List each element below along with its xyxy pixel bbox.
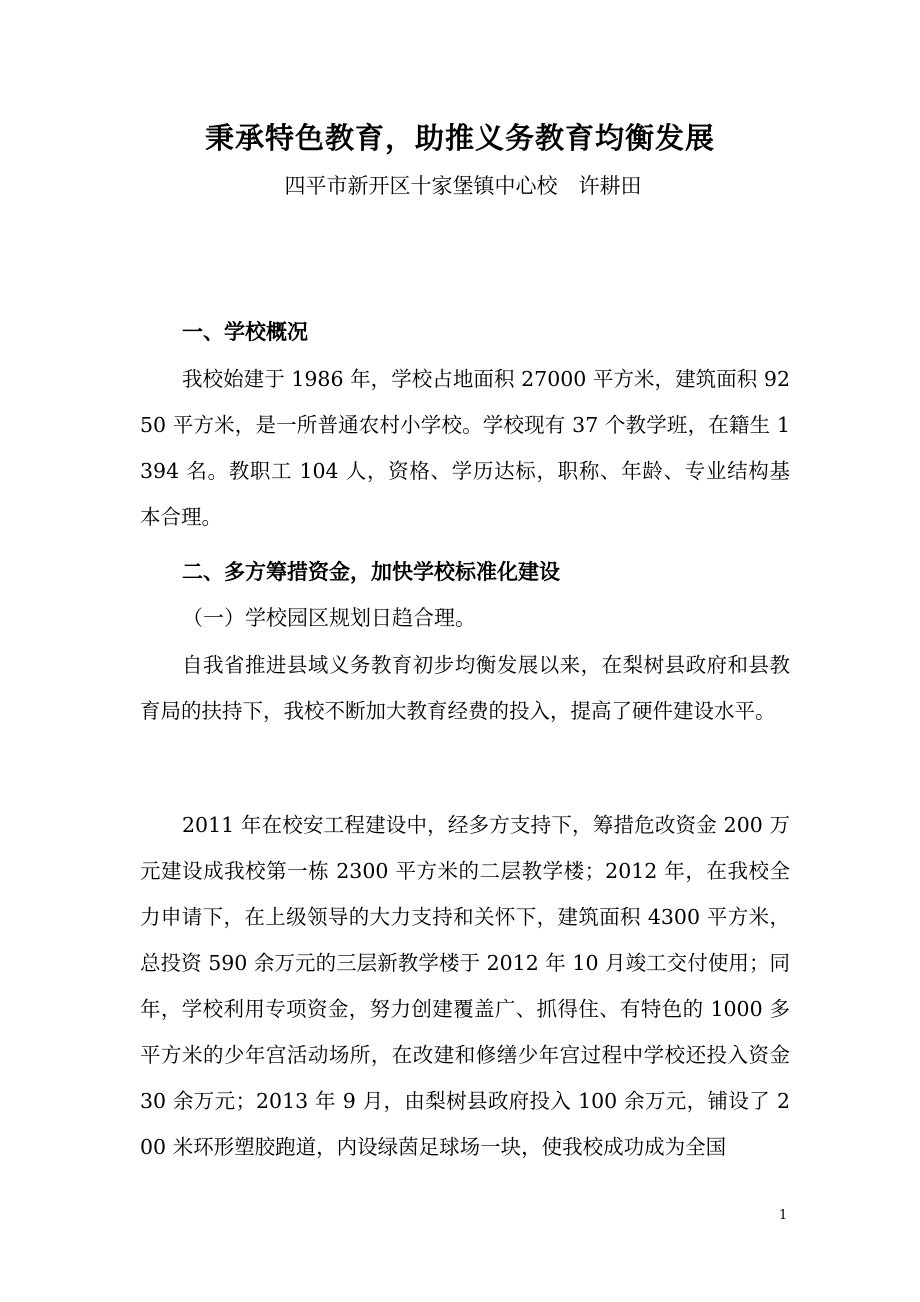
paragraph-investment-intro: 自我省推进县域义务教育初步均衡发展以来，在梨树县政府和县教育局的扶持下，我校不断加大教育经费的投入，提高了硬件建设水平。: [140, 653, 790, 723]
page-number: 1: [779, 1208, 788, 1223]
section-heading-school-overview: 一、学校概况: [182, 319, 308, 344]
subheading-campus-planning: （一）学校园区规划日趋合理。: [182, 606, 476, 630]
author-byline: 四平市新开区十家堡镇中心校 许耕田: [284, 174, 642, 198]
paragraph-construction-history: 2011 年在校安工程建设中，经多方支持下，筹措危改资金 200 万元建设成我校第一栋 2300 平方米的二层教学楼；2012 年，在我校全力申请下，在上级领导的大力支持和关怀下，建筑面积 4300 平方米，总投资 590 余万元的三层新教学楼于 2012 年 10 月竣工交付使用；同年，学校利用专项资金，努力创建覆盖广、抓得住、有特色的 1000 多平方米的少年宫活动场所，在改建和修缮少年宫过程中学校还投入资金 30 余万元；2013 年 9 月，由梨树县政府投入 100 余万元，铺设了 200 米环形塑胶跑道，内设绿茵足球场一块，使我校成功成为全国: [140, 813, 790, 1159]
paragraph-school-overview: 我校始建于 1986 年，学校占地面积 27000 平方米，建筑面积 9250 平方米，是一所普通农村小学校。学校现有 37 个教学班，在籍生 1394 名。教职工 104 人，资格、学历达标，职称、年龄、专业结构基本合理。: [140, 367, 790, 529]
document-title: 秉承特色教育，助推义务教育均衡发展: [204, 121, 715, 155]
section-heading-funding: 二、多方筹措资金，加快学校标准化建设: [182, 559, 560, 584]
